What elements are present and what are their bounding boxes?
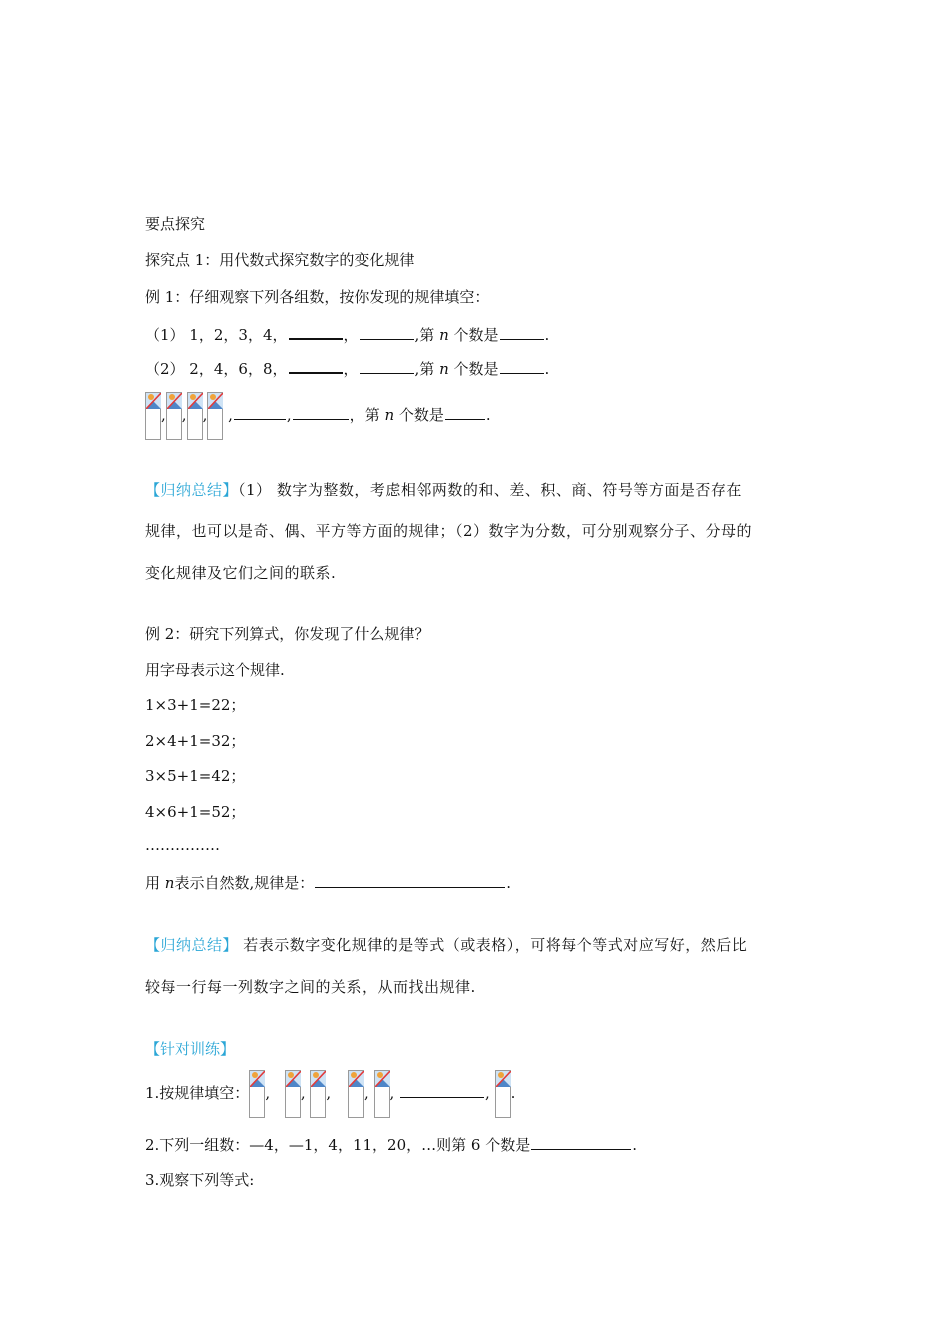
example2-intro: 例 2：研究下列算式，你发现了什么规律？ xyxy=(145,625,430,643)
example2-line2: 用字母表示这个规律. xyxy=(145,661,285,679)
answer-blank[interactable] xyxy=(293,405,349,420)
answer-blank[interactable] xyxy=(289,358,343,374)
answer-blank[interactable] xyxy=(360,359,414,374)
fraction-image xyxy=(207,392,223,440)
example1-row2: （2） 2，4，6，8， ， ,第 n 个数是 . xyxy=(145,360,550,378)
fraction-image xyxy=(310,1070,326,1118)
summary2-line2: 较每一行每一列数字之间的关系，从而找出规律. xyxy=(145,978,476,996)
training-q3: 3.观察下列等式: xyxy=(145,1171,255,1189)
fraction-image xyxy=(249,1070,265,1118)
answer-blank[interactable] xyxy=(315,873,505,888)
example1-row3: , , , , , ，第 n 个数是 . xyxy=(145,390,491,440)
answer-blank[interactable] xyxy=(360,325,414,340)
broken-image-icon xyxy=(286,1071,301,1087)
summary1-line2: 规律，也可以是奇、偶、平方等方面的规律；（2）数字为分数，可分别观察分子、分母的 xyxy=(145,522,753,540)
broken-image-icon xyxy=(188,393,203,409)
fraction-image xyxy=(285,1070,301,1118)
summary2-line1: 【归纳总结】 若表示数字变化规律的是等式（或表格），可将每个等式对应写好，然后比 xyxy=(145,936,748,954)
broken-image-icon xyxy=(208,393,223,409)
section-heading: 要点探究 xyxy=(145,215,206,233)
training-tag: 【针对训练】 xyxy=(145,1040,236,1058)
answer-blank[interactable] xyxy=(234,405,286,420)
example1-intro: 例 1：仔细观察下列各组数，按你发现的规律填空： xyxy=(145,288,490,306)
broken-image-icon xyxy=(146,393,161,409)
example2-rule: 用 n表示自然数,规律是： . xyxy=(145,874,512,892)
training-q1: 1.按规律填空： , , , , , , . xyxy=(145,1068,515,1118)
fraction-image xyxy=(166,392,182,440)
broken-image-icon xyxy=(496,1071,511,1087)
summary1-line1: 【归纳总结】（1） 数字为整数，考虑相邻两数的和、差、积、商、符号等方面是否存在 xyxy=(145,481,742,499)
broken-image-icon xyxy=(311,1071,326,1087)
equation-4: 4×6+1=52； xyxy=(145,803,246,821)
answer-blank[interactable] xyxy=(500,359,544,374)
fraction-image xyxy=(374,1070,390,1118)
broken-image-icon xyxy=(167,393,182,409)
broken-image-icon xyxy=(375,1071,390,1087)
answer-blank[interactable] xyxy=(400,1083,484,1098)
fraction-image xyxy=(348,1070,364,1118)
summary-tag: 【归纳总结】 xyxy=(145,936,239,954)
answer-blank[interactable] xyxy=(445,405,485,420)
fraction-image xyxy=(187,392,203,440)
fraction-image xyxy=(495,1070,511,1118)
equation-3: 3×5+1=42； xyxy=(145,767,246,785)
example1-row1: （1） 1，2，3，4， ， ,第 n 个数是 . xyxy=(145,326,550,344)
summary-tag: 【归纳总结】 xyxy=(145,481,239,499)
answer-blank[interactable] xyxy=(531,1135,631,1150)
broken-image-icon xyxy=(349,1071,364,1087)
point1-title: 探究点 1：用代数式探究数字的变化规律 xyxy=(145,251,415,269)
equation-2: 2×4+1=32； xyxy=(145,732,246,750)
broken-image-icon xyxy=(250,1071,265,1087)
answer-blank[interactable] xyxy=(289,324,343,340)
ellipsis: …………… xyxy=(145,836,220,854)
equation-1: 1×3+1=22； xyxy=(145,696,246,714)
answer-blank[interactable] xyxy=(500,325,544,340)
summary1-line3: 变化规律及它们之间的联系. xyxy=(145,564,337,582)
training-q2: 2.下列一组数：—4，—1，4，11，20，…则第 6 个数是 . xyxy=(145,1136,637,1154)
fraction-image xyxy=(145,392,161,440)
